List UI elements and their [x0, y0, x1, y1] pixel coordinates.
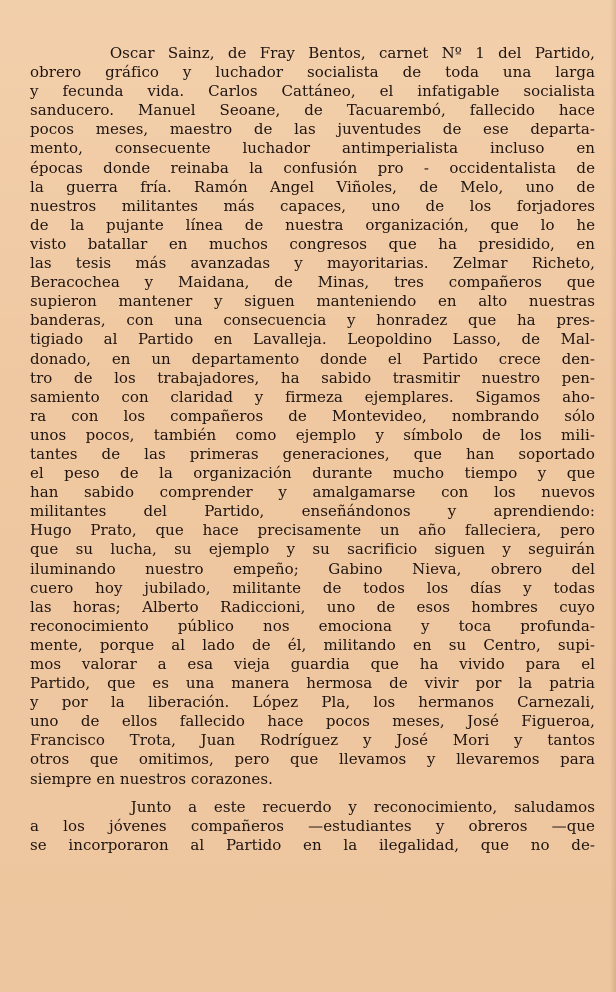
text-line: tantes de las primeras generaciones, que han soportado	[30, 444, 595, 463]
text-line: samiento con claridad y firmeza ejemplares. Sigamos aho-	[30, 387, 595, 406]
text-line: uno de ellos fallecido hace pocos meses, José Figueroa,	[30, 712, 595, 731]
text-line: las horas; Alberto Radiccioni, uno de esos hombres cuyo	[30, 597, 595, 616]
text-line: cuero hoy jubilado, militante de todos los días y todas	[30, 578, 595, 597]
body-text	[30, 44, 595, 855]
text-line: visto batallar en muchos congresos que ha presidido, en	[30, 234, 595, 253]
text-line: tigiado al Partido en Lavalleja. Leopoldino Lasso, de Mal-	[30, 330, 595, 349]
text-line: de la pujante línea de nuestra organización, que lo he	[30, 215, 595, 234]
text-line: se incorporaron al Partido en la ilegalidad, que no de-	[30, 835, 595, 854]
text-line: supieron mantener y siguen manteniendo en alto nuestras	[30, 292, 595, 311]
text-line: a los jóvenes compañeros —estudiantes y obreros —que	[30, 816, 595, 835]
text-line: unos pocos, también como ejemplo y símbolo de los mili-	[30, 425, 595, 444]
text-line: Partido, que es una manera hermosa de vivir por la patria	[30, 674, 595, 693]
text-line: pocos meses, maestro de las juventudes de ese departa-	[30, 120, 595, 139]
text-line: iluminando nuestro empeño; Gabino Nieva, obrero del	[30, 559, 595, 578]
text-line: Francisco Trota, Juan Rodríguez y José Mori y tantos	[30, 731, 595, 750]
paragraph-gap	[30, 789, 595, 798]
text-line: otros que omitimos, pero que llevamos y llevaremos para	[30, 750, 595, 769]
text-line: épocas donde reinaba la confusión pro - occidentalista de	[30, 158, 595, 177]
text-line: mento, consecuente luchador antimperialista incluso en	[30, 139, 595, 158]
text-line: mos valorar a esa vieja guardia que ha vivido para el	[30, 655, 595, 673]
text-line: el peso de la organización durante mucho tiempo y que	[30, 464, 595, 483]
text-line: militantes del Partido, enseñándonos y aprendiendo:	[30, 502, 595, 521]
text-line: siempre en nuestros corazones.	[30, 769, 273, 788]
text-line: y por la liberación. López Pla, los hermanos Carnezali,	[30, 693, 595, 712]
text-line: Hugo Prato, que hace precisamente un año falleciera, pero	[30, 521, 595, 540]
text-line: Oscar Sainz, de Fray Bentos, carnet Nº 1 del Partido,	[30, 44, 595, 62]
text-line: las tesis más avanzadas y mayoritarias. Zelmar Richeto,	[30, 254, 595, 273]
text-line: reconocimiento público nos emociona y toca profunda-	[30, 616, 595, 635]
paragraph-2	[30, 798, 595, 855]
text-line: Beracochea y Maidana, de Minas, tres compañeros que	[30, 273, 595, 292]
text-line: y fecunda vida. Carlos Cattáneo, el infatigable socialista	[30, 82, 595, 101]
text-line: mente, porque al lado de él, militando en su Centro, supi-	[30, 635, 595, 654]
text-line: obrero gráfico y luchador socialista de toda una larga	[30, 63, 595, 82]
text-line: sanducero. Manuel Seoane, de Tacuarembó, fallecido hace	[30, 101, 595, 120]
text-line: la guerra fría. Ramón Angel Viñoles, de Melo, uno de	[30, 177, 595, 196]
text-line: tro de los trabajadores, ha sabido trasmitir nuestro pen-	[30, 368, 595, 387]
text-line: donado, en un departamento donde el Partido crece den-	[30, 349, 595, 368]
text-line: nuestros militantes más capaces, uno de los forjadores	[30, 196, 595, 215]
text-line: han sabido comprender y amalgamarse con los nuevos	[30, 483, 595, 502]
text-line: que su lucha, su ejemplo y su sacrificio siguen y seguirán	[30, 540, 595, 559]
paragraph-1	[30, 44, 595, 789]
text-line: banderas, con una consecuencia y honradez que ha pres-	[30, 311, 595, 330]
text-line: ra con los compañeros de Montevideo, nombrando sólo	[30, 406, 595, 425]
text-line: Junto a este recuerdo y reconocimiento, saludamos	[30, 797, 595, 816]
